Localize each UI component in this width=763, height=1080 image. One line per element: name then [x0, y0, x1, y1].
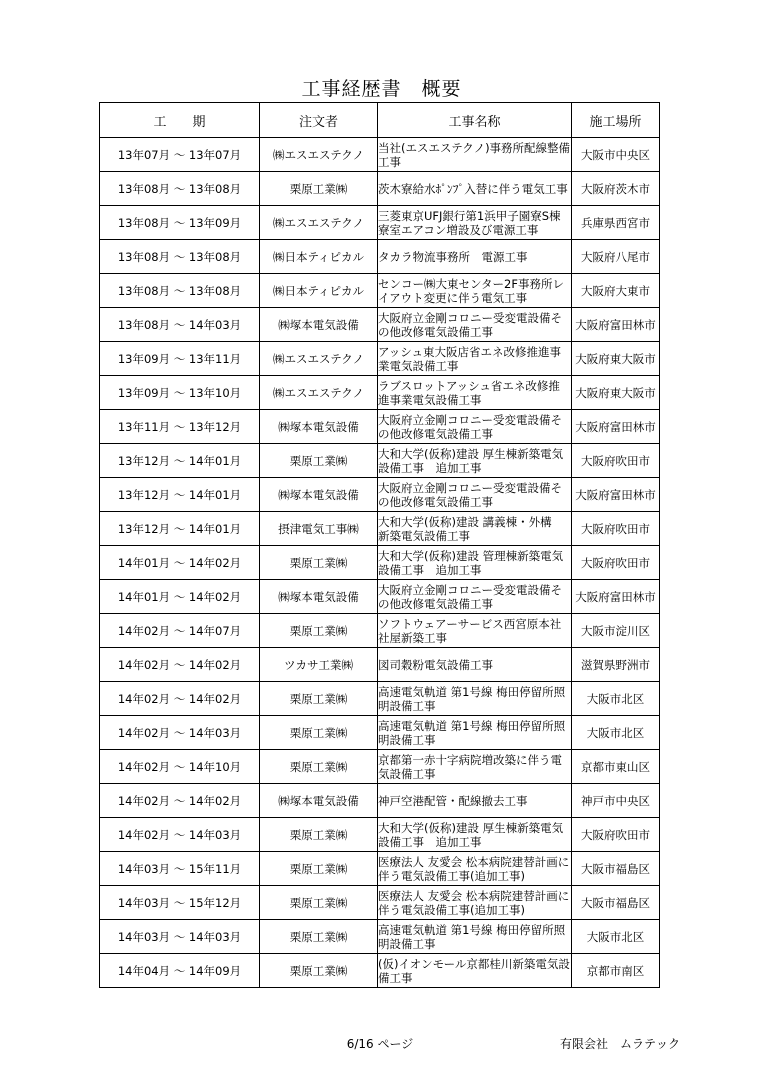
- client-cell: 栗原工業㈱: [260, 546, 378, 580]
- header-site: 施工場所: [572, 103, 660, 138]
- table-row: [100, 512, 660, 546]
- client-cell: ㈱塚本電気設備: [260, 580, 378, 614]
- site-cell: 大阪市福島区: [572, 886, 660, 920]
- table-header-row: [100, 103, 660, 138]
- client-cell: ㈱エスエステクノ: [260, 342, 378, 376]
- table-row: [100, 240, 660, 274]
- work-name-cell: 大阪府立金剛コロニー受変電設備その他改修電気設備工事: [378, 410, 572, 444]
- site-cell: 京都市東山区: [572, 750, 660, 784]
- table-row: [100, 580, 660, 614]
- work-name-cell: ラブスロットアッシュ省エネ改修推進事業電気設備工事: [378, 376, 572, 410]
- client-cell: 栗原工業㈱: [260, 852, 378, 886]
- table-row: [100, 886, 660, 920]
- table-row: [100, 410, 660, 444]
- site-cell: 滋賀県野洲市: [572, 648, 660, 682]
- site-cell: 大阪市北区: [572, 716, 660, 750]
- client-cell: 栗原工業㈱: [260, 818, 378, 852]
- site-cell: 大阪府八尾市: [572, 240, 660, 274]
- table-row: [100, 852, 660, 886]
- site-cell: 大阪府大東市: [572, 274, 660, 308]
- period-cell: 13年09月 〜 13年11月: [100, 342, 260, 376]
- work-name-cell: アッシュ東大阪店省エネ改修推進事業電気設備工事: [378, 342, 572, 376]
- work-name-cell: 図司穀粉電気設備工事: [378, 648, 572, 682]
- site-cell: 兵庫県西宮市: [572, 206, 660, 240]
- table-row: [100, 716, 660, 750]
- document-title: 工事経歴書 概要: [301, 78, 462, 100]
- site-cell: 大阪市北区: [572, 920, 660, 954]
- client-cell: ㈱塚本電気設備: [260, 410, 378, 444]
- work-name-cell: 医療法人 友愛会 松本病院建替計画に伴う電気設備工事(追加工事): [378, 886, 572, 920]
- work-name-cell: 高速電気軌道 第1号線 梅田停留所照明設備工事: [378, 716, 572, 750]
- table-row: [100, 546, 660, 580]
- work-name-cell: 神戸空港配管・配線撤去工事: [378, 784, 572, 818]
- work-name-cell: 京都第一赤十字病院増改築に伴う電気設備工事: [378, 750, 572, 784]
- period-cell: 14年02月 〜 14年02月: [100, 648, 260, 682]
- table-row: [100, 444, 660, 478]
- table-row: [100, 614, 660, 648]
- work-name-cell: 高速電気軌道 第1号線 梅田停留所照明設備工事: [378, 682, 572, 716]
- client-cell: 栗原工業㈱: [260, 682, 378, 716]
- table-row: [100, 342, 660, 376]
- header-period: 工 期: [100, 103, 260, 138]
- client-cell: 栗原工業㈱: [260, 750, 378, 784]
- period-cell: 13年07月 〜 13年07月: [100, 138, 260, 172]
- site-cell: 京都市南区: [572, 954, 660, 988]
- work-name-cell: 大阪府立金剛コロニー受変電設備その他改修電気設備工事: [378, 478, 572, 512]
- period-cell: 14年02月 〜 14年02月: [100, 784, 260, 818]
- table-row: [100, 138, 660, 172]
- period-cell: 14年02月 〜 14年03月: [100, 818, 260, 852]
- work-name-cell: ソフトウェアーサービス西宮原本社社屋新築工事: [378, 614, 572, 648]
- page-number: 6/16 ページ: [346, 1037, 414, 1051]
- period-cell: 13年12月 〜 14年01月: [100, 478, 260, 512]
- client-cell: ㈱日本ティピカル: [260, 274, 378, 308]
- site-cell: 大阪市福島区: [572, 852, 660, 886]
- site-cell: 大阪府吹田市: [572, 512, 660, 546]
- client-cell: 栗原工業㈱: [260, 172, 378, 206]
- client-cell: 栗原工業㈱: [260, 716, 378, 750]
- header-client: 注文者: [260, 103, 378, 138]
- period-cell: 14年02月 〜 14年03月: [100, 716, 260, 750]
- client-cell: ㈱エスエステクノ: [260, 206, 378, 240]
- table-row: [100, 954, 660, 988]
- site-cell: 大阪市北区: [572, 682, 660, 716]
- table-row: [100, 784, 660, 818]
- work-name-cell: 大阪府立金剛コロニー受変電設備その他改修電気設備工事: [378, 580, 572, 614]
- site-cell: 大阪府富田林市: [572, 410, 660, 444]
- site-cell: 神戸市中央区: [572, 784, 660, 818]
- site-cell: 大阪府吹田市: [572, 444, 660, 478]
- work-name-cell: センコー㈱大東センター2F事務所レイアウト変更に伴う電気工事: [378, 274, 572, 308]
- client-cell: ㈱日本ティピカル: [260, 240, 378, 274]
- period-cell: 13年08月 〜 13年09月: [100, 206, 260, 240]
- work-name-cell: 大和大学(仮称)建設 管理棟新築電気設備工事 追加工事: [378, 546, 572, 580]
- construction-history-table: [99, 102, 660, 988]
- period-cell: 14年02月 〜 14年02月: [100, 682, 260, 716]
- period-cell: 13年08月 〜 14年03月: [100, 308, 260, 342]
- client-cell: ㈱塚本電気設備: [260, 478, 378, 512]
- table-row: [100, 750, 660, 784]
- site-cell: 大阪府吹田市: [572, 818, 660, 852]
- client-cell: 栗原工業㈱: [260, 920, 378, 954]
- company-name: 有限会社 ムラテック: [560, 1037, 681, 1051]
- period-cell: 14年03月 〜 15年12月: [100, 886, 260, 920]
- client-cell: 栗原工業㈱: [260, 886, 378, 920]
- table-row: [100, 206, 660, 240]
- site-cell: 大阪市中央区: [572, 138, 660, 172]
- site-cell: 大阪府富田林市: [572, 580, 660, 614]
- table-row: [100, 172, 660, 206]
- period-cell: 13年12月 〜 14年01月: [100, 512, 260, 546]
- period-cell: 14年02月 〜 14年10月: [100, 750, 260, 784]
- client-cell: ㈱塚本電気設備: [260, 308, 378, 342]
- client-cell: 栗原工業㈱: [260, 954, 378, 988]
- site-cell: 大阪府東大阪市: [572, 342, 660, 376]
- work-name-cell: 三菱東京UFJ銀行第1浜甲子園寮S棟寮室エアコン増設及び電源工事: [378, 206, 572, 240]
- period-cell: 14年04月 〜 14年09月: [100, 954, 260, 988]
- table-row: [100, 682, 660, 716]
- site-cell: 大阪府東大阪市: [572, 376, 660, 410]
- client-cell: ㈱エスエステクノ: [260, 376, 378, 410]
- client-cell: ㈱塚本電気設備: [260, 784, 378, 818]
- work-name-cell: 医療法人 友愛会 松本病院建替計画に伴う電気設備工事(追加工事): [378, 852, 572, 886]
- table-row: [100, 648, 660, 682]
- header-work-name: 工事名称: [378, 103, 572, 138]
- site-cell: 大阪市淀川区: [572, 614, 660, 648]
- period-cell: 14年03月 〜 15年11月: [100, 852, 260, 886]
- period-cell: 13年08月 〜 13年08月: [100, 274, 260, 308]
- client-cell: ㈱エスエステクノ: [260, 138, 378, 172]
- table-row: [100, 274, 660, 308]
- site-cell: 大阪府富田林市: [572, 308, 660, 342]
- client-cell: 栗原工業㈱: [260, 614, 378, 648]
- table-row: [100, 308, 660, 342]
- period-cell: 13年08月 〜 13年08月: [100, 240, 260, 274]
- period-cell: 14年03月 〜 14年03月: [100, 920, 260, 954]
- client-cell: 摂津電気工事㈱: [260, 512, 378, 546]
- table-row: [100, 920, 660, 954]
- period-cell: 13年11月 〜 13年12月: [100, 410, 260, 444]
- client-cell: 栗原工業㈱: [260, 444, 378, 478]
- period-cell: 14年01月 〜 14年02月: [100, 580, 260, 614]
- table-body: [100, 138, 660, 988]
- work-name-cell: 高速電気軌道 第1号線 梅田停留所照明設備工事: [378, 920, 572, 954]
- client-cell: ツカサ工業㈱: [260, 648, 378, 682]
- table-row: [100, 376, 660, 410]
- site-cell: 大阪府吹田市: [572, 546, 660, 580]
- table-row: [100, 818, 660, 852]
- period-cell: 14年01月 〜 14年02月: [100, 546, 260, 580]
- period-cell: 13年09月 〜 13年10月: [100, 376, 260, 410]
- table-row: [100, 478, 660, 512]
- work-name-cell: 茨木寮給水ﾎﾟﾝﾌﾟ入替に伴う電気工事: [378, 172, 572, 206]
- work-name-cell: タカラ物流事務所 電源工事: [378, 240, 572, 274]
- site-cell: 大阪府富田林市: [572, 478, 660, 512]
- work-name-cell: (仮)イオンモール京都桂川新築電気設備工事: [378, 954, 572, 988]
- site-cell: 大阪府茨木市: [572, 172, 660, 206]
- period-cell: 14年02月 〜 14年07月: [100, 614, 260, 648]
- period-cell: 13年12月 〜 14年01月: [100, 444, 260, 478]
- work-name-cell: 大和大学(仮称)建設 厚生棟新築電気設備工事 追加工事: [378, 818, 572, 852]
- period-cell: 13年08月 〜 13年08月: [100, 172, 260, 206]
- work-name-cell: 大阪府立金剛コロニー受変電設備その他改修電気設備工事: [378, 308, 572, 342]
- work-name-cell: 大和大学(仮称)建設 厚生棟新築電気設備工事 追加工事: [378, 444, 572, 478]
- work-name-cell: 大和大学(仮称)建設 講義棟・外構 新築電気設備工事: [378, 512, 572, 546]
- work-name-cell: 当社(エスエステクノ)事務所配線整備工事: [378, 138, 572, 172]
